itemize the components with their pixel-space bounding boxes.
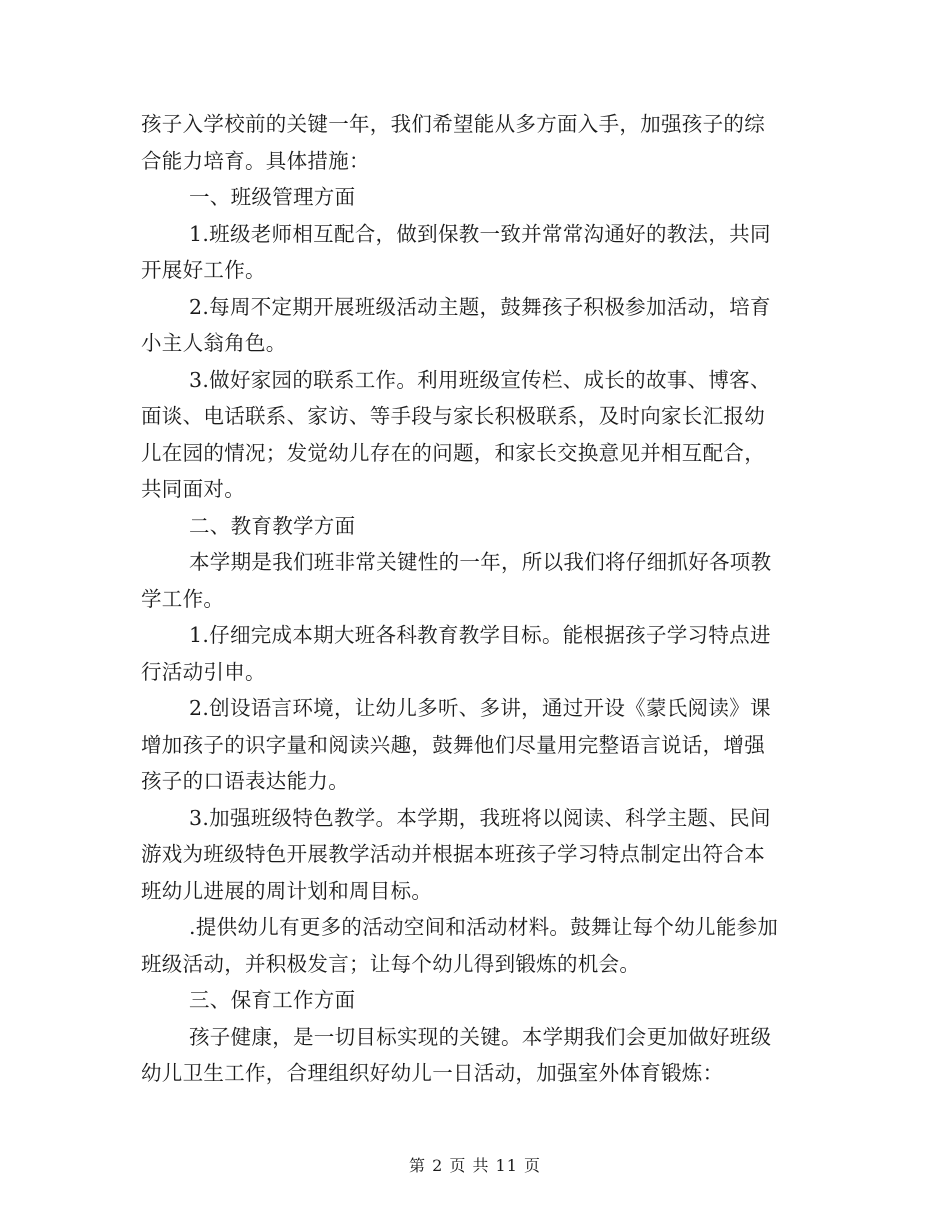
text-line: 三、保育工作方面 <box>189 988 356 1012</box>
text-line: 一、班级管理方面 <box>189 185 356 209</box>
text-line: 开展好工作。 <box>141 258 266 282</box>
text-line: .提供幼儿有更多的活动空间和活动材料。鼓舞让每个幼儿能参加 <box>189 915 779 939</box>
text-line: 游戏为班级特色开展教学活动并根据本班孩子学习特点制定出符合本 <box>141 842 765 866</box>
text-line: 3.做好家园的联系工作。利用班级宣传栏、成长的故事、博客、 <box>189 367 771 392</box>
text-line: 本学期是我们班非常关键性的一年，所以我们将仔细抓好各项教 <box>189 550 772 574</box>
text-line: 小主人翁角色。 <box>141 331 287 355</box>
text-line: 孩子的口语表达能力。 <box>141 769 349 793</box>
text-line: 孩子入学校前的关键一年，我们希望能从多方面入手，加强孩子的综 <box>141 112 765 136</box>
text-line: 1.仔细完成本期大班各科教育教学目标。能根据孩子学习特点进 <box>189 623 771 647</box>
text-line: 二、教育教学方面 <box>189 513 356 538</box>
text-line: 班幼儿进展的周计划和周目标。 <box>141 878 433 903</box>
text-line: 孩子健康，是一切目标实现的关键。本学期我们会更加做好班级 <box>189 1024 772 1049</box>
text-line: 幼儿卫生工作，合理组织好幼儿一日活动，加强室外体育锻炼： <box>141 1061 724 1085</box>
text-line: 学工作。 <box>141 586 225 611</box>
text-line: 1.班级老师相互配合，做到保教一致并常常沟通好的教法，共同 <box>189 221 771 246</box>
text-line: 班级活动，并积极发言；让每个幼儿得到锻炼的机会。 <box>141 951 641 976</box>
text-line: 2.每周不定期开展班级活动主题，鼓舞孩子积极参加活动，培育 <box>189 294 771 319</box>
text-line: 面谈、电话联系、家访、等手段与家长积极联系，及时向家长汇报幼 <box>141 404 765 428</box>
text-line: 儿在园的情况；发觉幼儿存在的问题，和家长交换意见并相互配合， <box>141 440 765 465</box>
text-line: 合能力培育。具体措施： <box>141 148 370 173</box>
text-line: 3.加强班级特色教学。本学期，我班将以阅读、科学主题、民间 <box>189 805 771 830</box>
text-line: 增加孩子的识字量和阅读兴趣，鼓舞他们尽量用完整语言说话，增强 <box>141 732 765 757</box>
page-number-footer: 第 2 页 共 11 页 <box>409 1156 541 1175</box>
text-line: 2.创设语言环境，让幼儿多听、多讲，通过开设《蒙氏阅读》课 <box>189 696 771 720</box>
document-body <box>141 106 809 1092</box>
text-line: 共同面对。 <box>141 477 245 501</box>
text-line: 行活动引申。 <box>141 659 266 684</box>
